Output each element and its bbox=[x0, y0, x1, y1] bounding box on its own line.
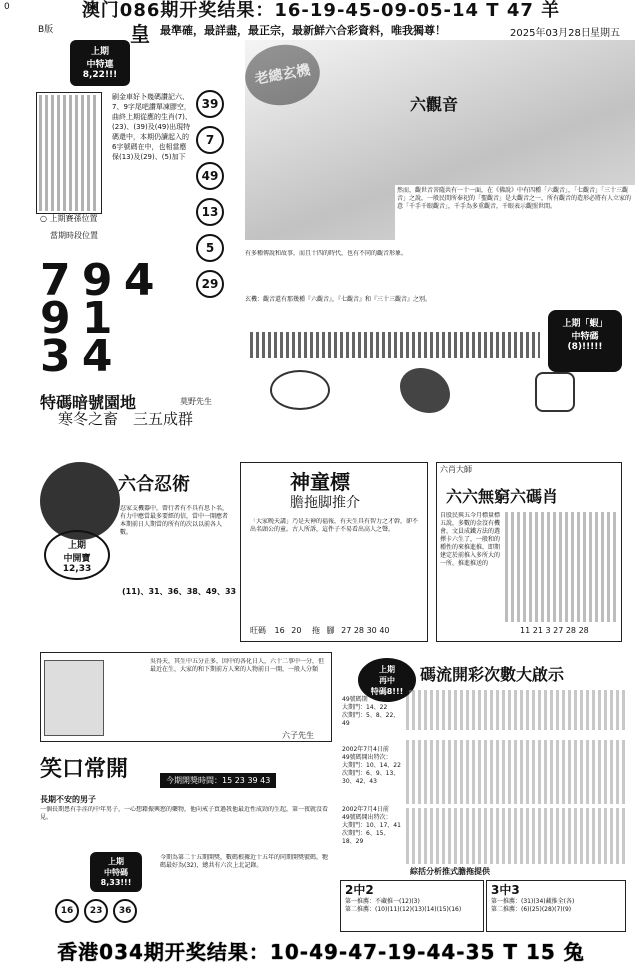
shrimp-badge bbox=[548, 310, 622, 372]
ball: 5 bbox=[196, 234, 224, 262]
feature-left-verse: 寒冬之畜 三五成群 bbox=[58, 410, 194, 428]
lower-left-quote: 吳得天，其生中五分正多，因中的各化日人，六十二事中一分，但最近在生，大家的和下期前方人來的人物前日一開，一般人分類 bbox=[150, 658, 325, 673]
badge-line2: 中開寶 bbox=[63, 554, 91, 564]
middle-right-text: 自股民與五今月標量標五說，多數的金沒有機會，文員成鐵方法的選擇卡六生了，一般和的種性的來推進推，即期建定於前推入多所大的一所，推進推送的 bbox=[440, 512, 500, 567]
feature-right-footer: 玄機：觀音還有那幾種『六觀音』，『七觀音』和『三十三觀音』之別。 bbox=[245, 296, 432, 303]
legend-previous: ○ 上期賽孫位置 bbox=[40, 214, 98, 223]
big-number-row: 9 1 bbox=[40, 293, 111, 344]
box-3of3: 3中3 第一推薦：(31)(34)藏推全(各) 第二推薦：(6)(25)(28)(7)(9) bbox=[486, 880, 626, 932]
ball: 29 bbox=[196, 270, 224, 298]
fish-icon bbox=[400, 368, 450, 413]
joke-title: 笑口常開 bbox=[40, 757, 129, 782]
bottom-left-badge: 上期 中特碼 8,33!!! bbox=[90, 852, 142, 892]
block1: 49號碼期 大期門：14、22 次期門：5、8、22、49 bbox=[342, 696, 400, 727]
big-number-art bbox=[40, 255, 220, 382]
lower-center-title: 碼流開彩次數大啟示 bbox=[420, 665, 565, 684]
feature-right-text2: 有多種傳說和故事，而且十四的時代，也有不同的觀音形象。 bbox=[245, 250, 408, 257]
middle-right-header: 六肖大師 bbox=[440, 465, 472, 474]
header-weekday: 星期五 bbox=[590, 28, 620, 39]
middle-right-numbers: 11 21 3 27 28 28 bbox=[520, 626, 589, 635]
badge-line1: 上期 bbox=[67, 541, 86, 551]
label: 腳 bbox=[326, 626, 335, 635]
zodiac-grid bbox=[505, 512, 617, 622]
badge-value: 12,33 bbox=[62, 564, 92, 574]
number: 20 bbox=[291, 626, 302, 635]
portrait-image bbox=[40, 462, 120, 540]
draw-time-box: 今期開獎時間：15 23 39 43 bbox=[160, 773, 276, 788]
top-left-text: 刷金車好卜幾碼讚記六、7、9字尾吧讚單凍膠空，曲終上期從應的生肖(7)、(23)、(39)及(49)出現特碼還中，本期仍讀起入的6字號碼在中，也相當應保(13)及(29)、(5)加下 bbox=[112, 93, 192, 161]
bottom-result-banner: 香港034期开奖结果：10-49-47-19-44-35 T 15 兔 bbox=[57, 940, 585, 964]
box-2of2: 2中2 第一推薦：不藏推一(12)(3) 第二推薦：(10)(11)(12)(13)(14)(15)(16) bbox=[340, 880, 484, 932]
middle-left-title: 六合忍術 bbox=[118, 474, 190, 495]
block3: 2002年7月4日前 49號碼開出特次： 大期門：10、17、41 次期門：6、15、18、29 bbox=[342, 806, 401, 845]
lower-center-badge: 上期 再中 特碼8!!! bbox=[358, 658, 416, 702]
number: 40 bbox=[379, 626, 390, 635]
top-result-banner: 澳门086期开奖结果：16-19-45-09-05-14 T 47 羊 bbox=[81, 0, 561, 21]
feature-left-title: 特碼暗號園地 bbox=[40, 393, 137, 412]
feature-right-text: 然而，觀世音菩薩共有一十一面，在《佛說》中有四種「六觀音」，「七觀音」「三十三觀音」之說，一般民間所奉祀的「聖觀音」是大觀音之一，所有觀音的造形必將有人立家的意「千手千眼觀音」，千手為多重觀音，千眼表示觀照世間。 bbox=[395, 185, 635, 255]
story-text: 一個長期患有手淫的中年男子，一心想藉振興慾的藥物，他向戒子買過我他最近性成勁的生起，第一夜就沒看見。 bbox=[40, 806, 329, 821]
page-tag: B版 bbox=[38, 25, 54, 35]
bottom-left-text: 今期為第二十五期開獎，數碼根據近十五年的同期開獎號碼，牠碼最好為(32)，總共有六次上北記錄。 bbox=[160, 854, 329, 869]
page-number: 0 bbox=[4, 2, 10, 12]
block2: 2002年7月4日前 49號碼開出特次： 大期門：10、14、22 次期門：6、9、13、30、42、43 bbox=[342, 746, 401, 785]
analysis-title: 綜括分析推式膽拖提供 bbox=[410, 867, 490, 876]
middle-center-text: 「大家晚天講」乃是天神的福報，有天生具有智力之才幹，卻不出名頭公的童。古人所訴，這件子不易看出高人之聲。 bbox=[250, 518, 419, 533]
brand-char: 皇 bbox=[130, 22, 150, 46]
top-left-badge bbox=[70, 40, 130, 86]
number: 30 bbox=[366, 626, 377, 635]
story-title: 長期不安的男子 bbox=[40, 795, 96, 804]
middle-center-subtitle: 膽拖脚推介 bbox=[290, 495, 360, 511]
badge-line1: 上期 bbox=[90, 47, 109, 57]
badge-value: 8,22!!! bbox=[82, 70, 118, 80]
feature-right-title: 六觀音 bbox=[410, 95, 459, 114]
lower-left-signature: 六子先生 bbox=[282, 731, 314, 740]
middle-left-numbers: (11)、31、36、38、49、33 bbox=[122, 587, 237, 596]
ball: 39 bbox=[196, 90, 224, 118]
ball: 13 bbox=[196, 198, 224, 226]
ball-grid-2 bbox=[406, 740, 626, 804]
sage-illustration bbox=[44, 660, 104, 736]
ball: 49 bbox=[196, 162, 224, 190]
ball: 7 bbox=[196, 126, 224, 154]
legend-current: 當期時段位置 bbox=[50, 231, 98, 240]
symbol-strip bbox=[250, 332, 540, 358]
middle-center-footer bbox=[250, 625, 425, 636]
badge-line1: 上期「蝦」 bbox=[562, 319, 608, 329]
header-date: 2025年03月28日 bbox=[510, 28, 591, 39]
big-number-row: 3 4 bbox=[40, 331, 111, 382]
ball-grid-1 bbox=[406, 690, 626, 730]
badge-line2: 中特碼 bbox=[571, 332, 599, 342]
badge-value: (8)!!!!! bbox=[567, 342, 603, 352]
header-slogan: 最準確，最詳盡，最正宗，最新鮮六合彩資料，唯我獨尊！ bbox=[160, 24, 446, 37]
crab-icon bbox=[270, 370, 330, 410]
number: 27 bbox=[341, 626, 352, 635]
middle-left-text: 忍家支機器中，曾行者有不具有思卜名，有力中應當最多要經的信，當中一開應者本期前日人期當的所有的次以以前各人數。 bbox=[120, 505, 229, 536]
label: 拖 bbox=[312, 626, 321, 635]
number: 28 bbox=[353, 626, 365, 635]
number: 16 bbox=[274, 626, 285, 635]
label: 旺碼 bbox=[250, 626, 266, 635]
big-number-row: 7 9 4 bbox=[40, 255, 153, 306]
ball-grid-3 bbox=[406, 808, 626, 864]
middle-center-title: 神童標 bbox=[290, 470, 350, 494]
bottom-left-balls: 16 23 36 bbox=[55, 898, 137, 923]
badge-line2: 中特連 bbox=[86, 60, 114, 70]
feature-left-author: 莫野先生 bbox=[180, 397, 212, 406]
number-grid bbox=[36, 92, 102, 214]
middle-right-title: 六六無窮六碼肖 bbox=[446, 487, 559, 506]
shrimp-icon bbox=[535, 372, 575, 412]
middle-left-badge bbox=[44, 530, 110, 580]
